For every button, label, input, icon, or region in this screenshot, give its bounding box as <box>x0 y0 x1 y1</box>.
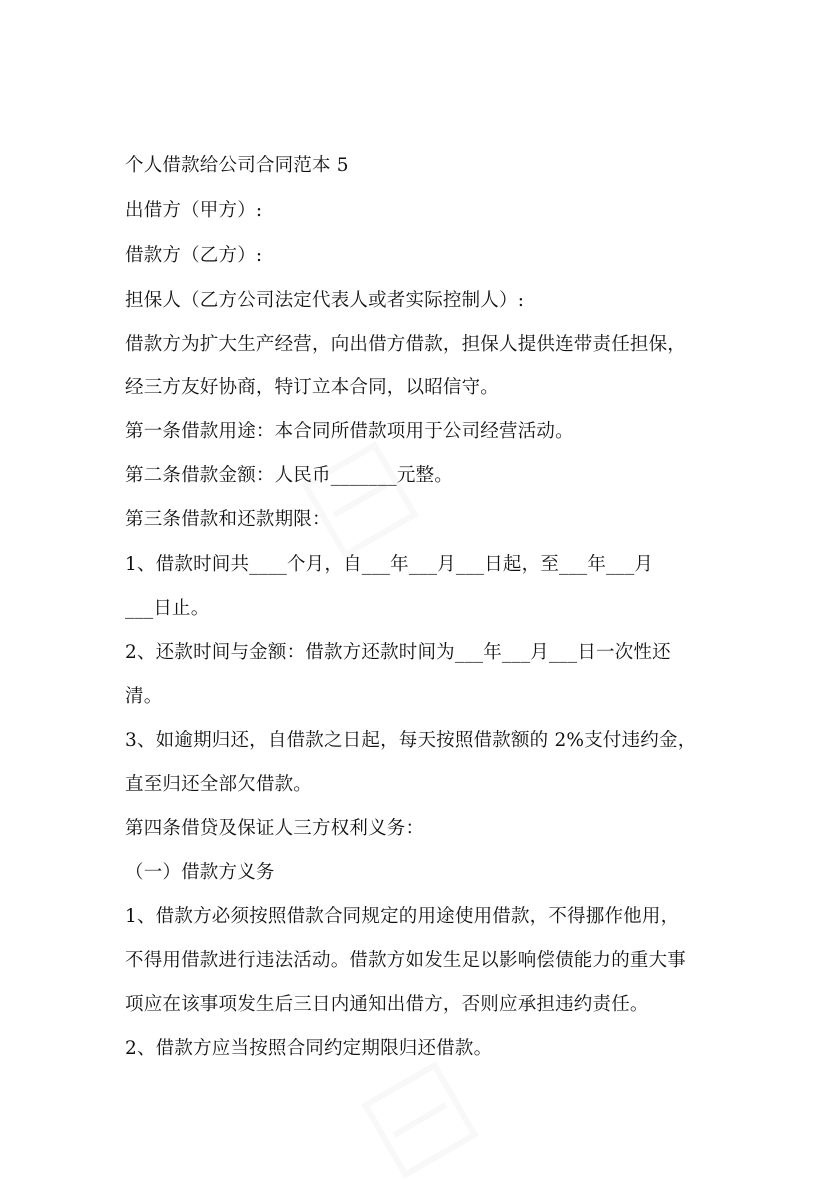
obligation-1-line-3: 项应在该事项发生后三日内通知出借方，否则应承担违约责任。 <box>125 994 649 1015</box>
article-3-item-1-line-2: ___日止。 <box>125 598 210 619</box>
preamble-line-2: 经三方友好协商，特订立本合同，以昭信守。 <box>125 377 500 398</box>
article-3-item-2-line-2: 清。 <box>125 686 163 707</box>
guarantor-line: 担保人（乙方公司法定代表人或者实际控制人）: <box>125 290 525 311</box>
article-2: 第二条借款金额：人民币_______元整。 <box>125 465 453 486</box>
obligation-2: 2、借款方应当按照合同约定期限归还借款。 <box>125 1038 493 1059</box>
obligation-1-line-2: 不得用借款进行违法活动。借款方如发生足以影响偿债能力的重大事 <box>125 950 687 971</box>
watermark-icon <box>360 1060 480 1180</box>
article-3-item-3-line-1: 3、如逾期归还，自借款之日起，每天按照借款额的 2%支付违约金， <box>125 730 697 751</box>
article-4-heading: 第四条借贷及保证人三方权利义务： <box>125 818 425 839</box>
article-3-item-1-line-1: 1、借款时间共____个月，自___年___月___日起，至___年___月 <box>125 554 654 575</box>
borrower-line: 借款方（乙方）: <box>125 245 263 266</box>
obligation-1-line-1: 1、借款方必须按照借款合同规定的用途使用借款，不得挪作他用， <box>125 906 680 927</box>
lender-line: 出借方（甲方）: <box>125 200 263 221</box>
article-3-heading: 第三条借款和还款期限： <box>125 509 331 530</box>
article-1: 第一条借款用途：本合同所借款项用于公司经营活动。 <box>125 421 574 442</box>
document-title: 个人借款给公司合同范本 5 <box>125 155 349 176</box>
preamble-line-1: 借款方为扩大生产经营，向出借方借款，担保人提供连带责任担保， <box>125 334 687 355</box>
article-3-item-3-line-2: 直至归还全部欠借款。 <box>125 774 313 795</box>
article-3-item-2-line-1: 2、还款时间与金额：借款方还款时间为___年___月___日一次性还 <box>125 642 671 663</box>
borrower-obligations-heading: （一）借款方义务 <box>125 862 275 883</box>
watermark-icon <box>300 440 420 560</box>
